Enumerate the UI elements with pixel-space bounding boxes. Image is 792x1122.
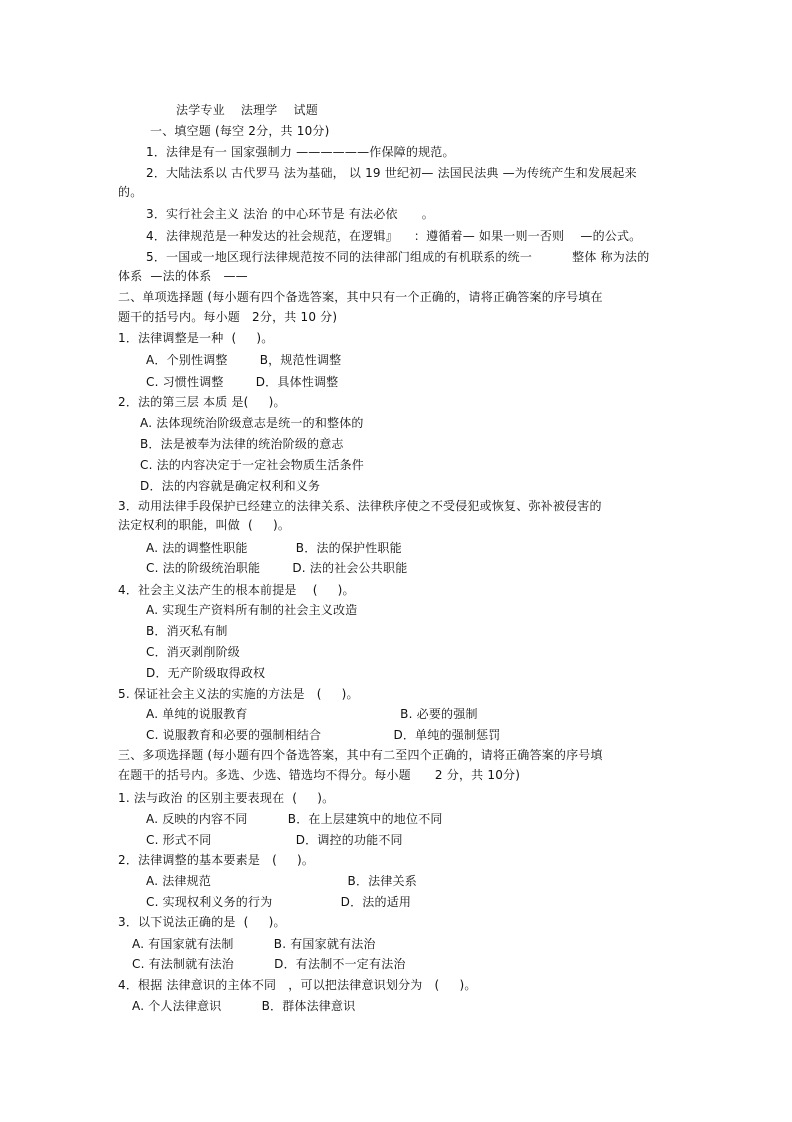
single-question-4: 4．社会主义法产生的根本前提是 ( )。 [118, 583, 355, 597]
single-question-5: 5. 保证社会主义法的实施的方法是 ( )。 [118, 687, 359, 701]
single-question-1-options-ab: A．个别性调整 B，规范性调整 [146, 353, 342, 367]
multi-question-4: 4．根据 法律意识的主体不同 ，可以把法律意识划分为 ( )。 [118, 978, 477, 992]
single-question-4-option-b: B．消灭私有制 [146, 624, 228, 638]
single-question-5-options-ab: A. 单纯的说服教育 B. 必要的强制 [146, 707, 478, 721]
single-question-5-options-cd: C. 说服教育和必要的强制相结合 D．单纯的强制惩罚 [146, 728, 501, 742]
section2-heading-line2: 题干的括号内。每小题 2分，共 10 分) [118, 310, 338, 324]
section3-heading-line2: 在题干的括号内。多选、少选、错选均不得分。每小题 2 分，共 10分) [118, 768, 521, 782]
single-question-4-option-d: D．无产阶级取得政权 [146, 666, 266, 680]
single-question-2-option-a: A. 法体现统治阶级意志是统一的和整体的 [140, 416, 364, 430]
single-question-2: 2．法的第三层 本质 是( )。 [118, 395, 286, 409]
section1-heading: 一、填空题 (每空 2分，共 10分) [150, 124, 330, 138]
multi-question-2-options-cd: C. 实现权利义务的行为 D．法的适用 [146, 895, 412, 909]
fill-question-4: 4．法律规范是一种发达的社会规范，在逻辑』 ：遵循着— 如果一则一否则 —的公式。 [146, 229, 642, 243]
multi-question-1-options-cd: C. 形式不同 D．调控的功能不同 [146, 833, 403, 847]
single-question-3-options-ab: A. 法的调整性职能 B．法的保护性职能 [146, 541, 402, 555]
multi-question-3-options-ab: A. 有国家就有法制 B. 有国家就有法治 [132, 937, 376, 951]
fill-question-2-line1: 2．大陆法系以 古代罗马 法为基础， 以 19 世纪初— 法国民法典 —为传统产生和发展起来 [146, 166, 637, 180]
multi-question-4-options-ab: A. 个人法律意识 B．群体法律意识 [132, 999, 356, 1013]
multi-question-2: 2．法律调整的基本要素是 ( )。 [118, 853, 315, 867]
fill-question-2-line2: 的。 [118, 185, 143, 199]
multi-question-3: 3．以下说法正确的是 ( )。 [118, 915, 286, 929]
single-question-4-option-a: A. 实现生产资料所有制的社会主义改造 [146, 603, 358, 617]
single-question-4-option-c: C．消灭剥削阶级 [146, 645, 240, 659]
single-question-3-line2: 法定权利的职能，叫做 ( )。 [118, 518, 291, 532]
single-question-2-option-c: C. 法的内容决定于一定社会物质生活条件 [140, 458, 365, 472]
single-question-1-options-cd: C. 习惯性调整 D．具体性调整 [146, 375, 339, 389]
fill-question-1: 1．法律是有一 国家强制力 ——————作保障的规范。 [146, 145, 455, 159]
section3-heading-line1: 三、多项选择题 (每小题有四个备选答案，其中有二至四个正确的，请将正确答案的序号填 [118, 748, 603, 762]
single-question-2-option-b: B．法是被奉为法律的统治阶级的意志 [140, 437, 344, 451]
multi-question-2-options-ab: A. 法律规范 B．法律关系 [146, 874, 417, 888]
section2-heading-line1: 二、单项选择题 (每小题有四个备选答案，其中只有一个正确的，请将正确答案的序号填在 [118, 290, 603, 304]
exam-title: 法学专业 法理学 试题 [176, 103, 318, 117]
multi-question-1: 1. 法与政治 的区别主要表现在 ( )。 [118, 791, 335, 805]
single-question-3-options-cd: C. 法的阶级统治职能 D. 法的社会公共职能 [146, 561, 408, 575]
multi-question-3-options-cd: C. 有法制就有法治 D．有法制不一定有法治 [132, 957, 406, 971]
multi-question-1-options-ab: A. 反映的内容不同 B．在上层建筑中的地位不同 [146, 812, 443, 826]
single-question-1: 1．法律调整是一种 ( )。 [118, 331, 274, 345]
single-question-3-line1: 3．动用法律手段保护已经建立的法律关系、法律秩序使之不受侵犯或恢复、弥补被侵害的 [118, 499, 602, 513]
fill-question-3: 3．实行社会主义 法治 的中心环节是 有法必依 。 [146, 207, 434, 221]
fill-question-5-line2: 体系 —法的体系 —— [118, 269, 248, 283]
fill-question-5-line1: 5．一国或一地区现行法律规范按不同的法律部门组成的有机联系的统一 整体 称为法的 [146, 250, 650, 264]
single-question-2-option-d: D．法的内容就是确定权利和义务 [140, 479, 321, 493]
